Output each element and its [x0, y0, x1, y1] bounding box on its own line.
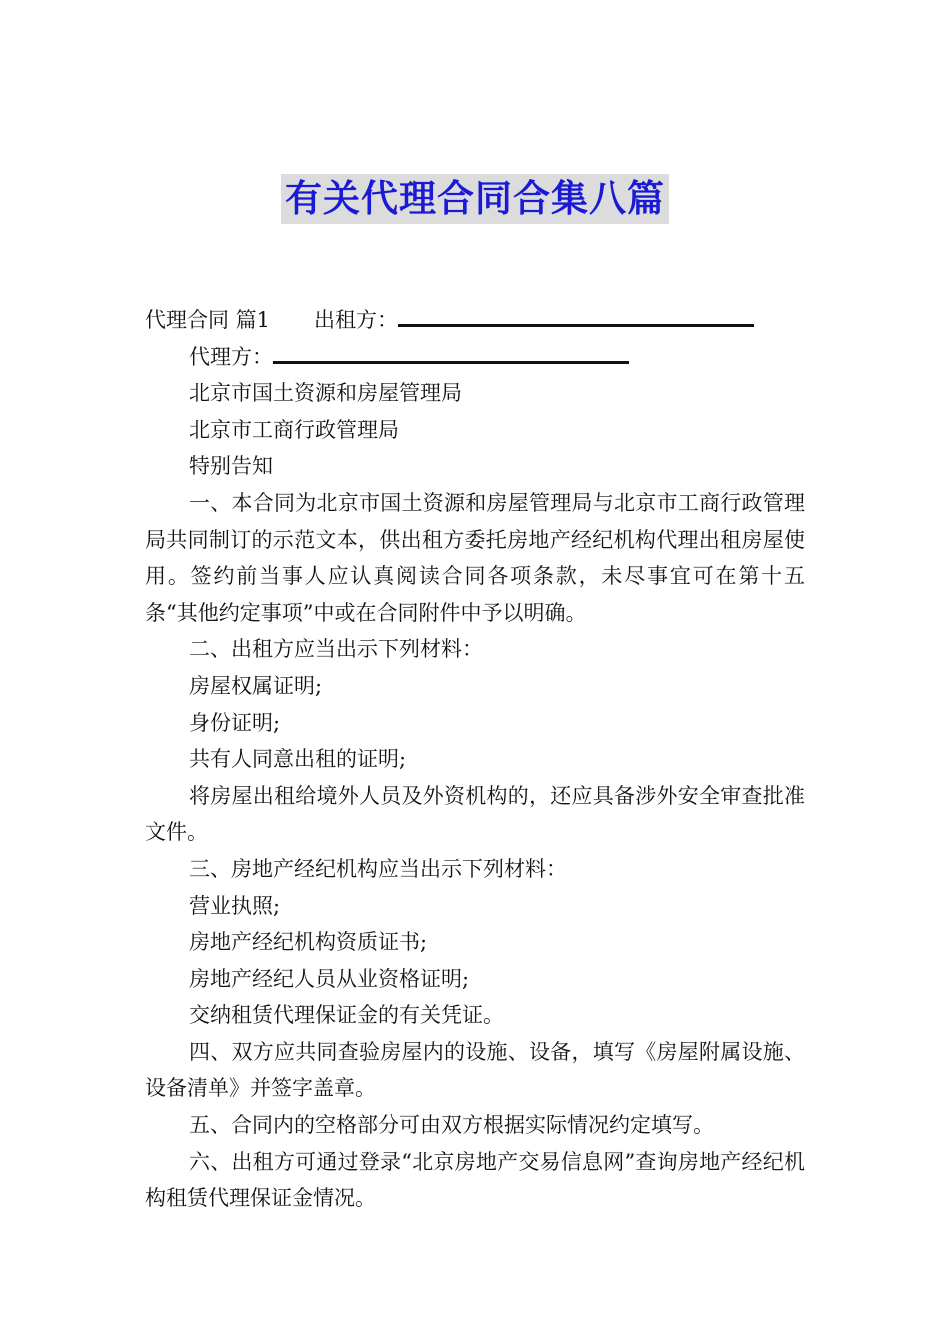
paragraph: 三、房地产经纪机构应当出示下列材料： — [189, 856, 567, 881]
paragraph: 营业执照; — [189, 893, 281, 918]
paragraph: 交纳租赁代理保证金的有关凭证。 — [189, 1003, 504, 1028]
paragraph: 房屋权属证明; — [189, 673, 323, 698]
section-heading: 代理合同 篇1 — [145, 308, 271, 332]
heading-line — [145, 302, 805, 339]
paragraph: 房地产经纪人员从业资格证明; — [189, 966, 470, 991]
paragraph: 共有人同意出租的证明; — [189, 747, 407, 772]
paragraph: 将房屋出租给境外人员及外资机构的，还应具备涉外安全审查批准文件。 — [145, 783, 805, 845]
document-title: 有关代理合同合集八篇 — [281, 174, 669, 224]
paragraph: 北京市工商行政管理局 — [189, 417, 399, 442]
document-body — [145, 302, 805, 1217]
lessor-blank-field[interactable] — [398, 302, 754, 327]
lessor-label: 出租方： — [314, 308, 399, 332]
paragraph: 特别告知 — [189, 454, 273, 479]
paragraph: 六、出租方可通过登录“北京房地产交易信息网”查询房地产经纪机构租赁代理保证金情况。 — [145, 1149, 805, 1211]
agent-blank-field[interactable] — [273, 339, 629, 364]
paragraph: 一、本合同为北京市国土资源和房屋管理局与北京市工商行政管理局共同制订的示范文本，供出租方委托房地产经纪机构代理出租房屋使用。签约前当事人应认真阅读合同各项条款，未尽事宜可在第十五条“其他约定事项”中或在合同附件中予以明确。 — [145, 490, 805, 625]
paragraph: 身份证明; — [189, 710, 281, 735]
paragraph: 四、双方应共同查验房屋内的设施、设备，填写《房屋附属设施、设备清单》并签字盖章。 — [145, 1039, 805, 1101]
title-area — [0, 174, 950, 224]
paragraph: 北京市国土资源和房屋管理局 — [189, 381, 462, 406]
agent-line — [145, 339, 805, 376]
paragraph: 五、合同内的空格部分可由双方根据实际情况约定填写。 — [189, 1113, 714, 1138]
paragraph: 二、出租方应当出示下列材料： — [189, 637, 483, 662]
paragraph: 房地产经纪机构资质证书; — [189, 930, 428, 955]
agent-label: 代理方： — [189, 344, 273, 369]
